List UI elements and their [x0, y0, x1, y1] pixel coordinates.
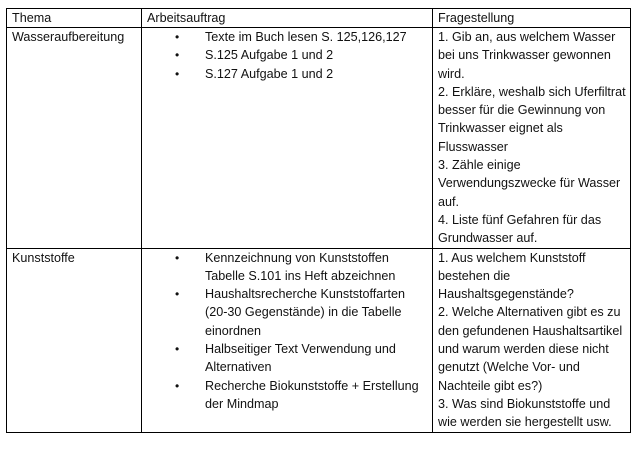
question-text: 2. Welche Alternativen gibt es zu den gefundenen Haushaltsartikel und warum werden diese nicht genutzt (Welche Vor- und Nachteile gibt es?) [438, 305, 623, 393]
header-task: Arbeitsauftrag [142, 9, 433, 28]
task-cell [142, 248, 433, 432]
list-item [175, 377, 428, 414]
bullet-icon: • [175, 287, 180, 302]
task-text: S.127 Aufgabe 1 und 2 [205, 66, 334, 81]
table-row [7, 28, 631, 249]
question-text: 3. Was sind Biokunststoffe und wie werden sie hergestellt usw. [438, 396, 612, 430]
header-questions: Fragestellung [433, 9, 631, 28]
task-text: Halbseitiger Text Verwendung und Alternativen [205, 342, 396, 375]
topic-cell: Wasseraufbereitung [7, 28, 142, 249]
task-text: S.125 Aufgabe 1 und 2 [205, 48, 334, 63]
questions-cell [433, 248, 631, 432]
list-item [175, 46, 428, 64]
task-text: Haushaltsrecherche Kunststoffarten (20-30 Gegenstände) in die Tabelle einordnen [205, 287, 405, 338]
question-text: 3. Zähle einige Verwendungszwecke für Wasser auf. [438, 158, 621, 209]
task-list [147, 249, 428, 414]
task-text: Kennzeichnung von Kunststoffen Tabelle S.101 ins Heft abzeichnen [205, 250, 396, 283]
list-item [175, 28, 428, 46]
header-row [7, 9, 631, 28]
bullet-icon: • [175, 66, 180, 81]
bullet-icon: • [175, 48, 180, 63]
question-text: 1. Gib an, aus welchem Wasser bei uns Trinkwasser gewonnen wird. [438, 30, 616, 81]
header-topic: Thema [7, 9, 142, 28]
task-text: Recherche Biokunststoffe + Erstellung der Mindmap [205, 378, 419, 411]
task-cell [142, 28, 433, 249]
table-row [7, 248, 631, 432]
question-text: 1. Aus welchem Kunststoff bestehen die Haushaltsgegenstände? [438, 250, 586, 302]
task-list [147, 28, 428, 83]
list-item [175, 285, 428, 340]
bullet-icon: • [175, 30, 180, 44]
questions-cell [433, 28, 631, 249]
bullet-icon: • [175, 342, 180, 357]
assignment-table [6, 8, 631, 433]
topic-cell: Kunststoffe [7, 248, 142, 432]
question-text: 2. Erkläre, weshalb sich Uferfiltrat besser für die Gewinnung von Trinkwasser eignet als Flusswasser [438, 84, 626, 154]
bullet-icon: • [175, 250, 180, 265]
task-text: Texte im Buch lesen S. 125,126,127 [205, 30, 407, 44]
list-item [175, 65, 428, 83]
list-item [175, 249, 428, 286]
list-item [175, 340, 428, 377]
bullet-icon: • [175, 378, 180, 393]
question-text: 4. Liste fünf Gefahren für das Grundwasser auf. [438, 212, 602, 246]
